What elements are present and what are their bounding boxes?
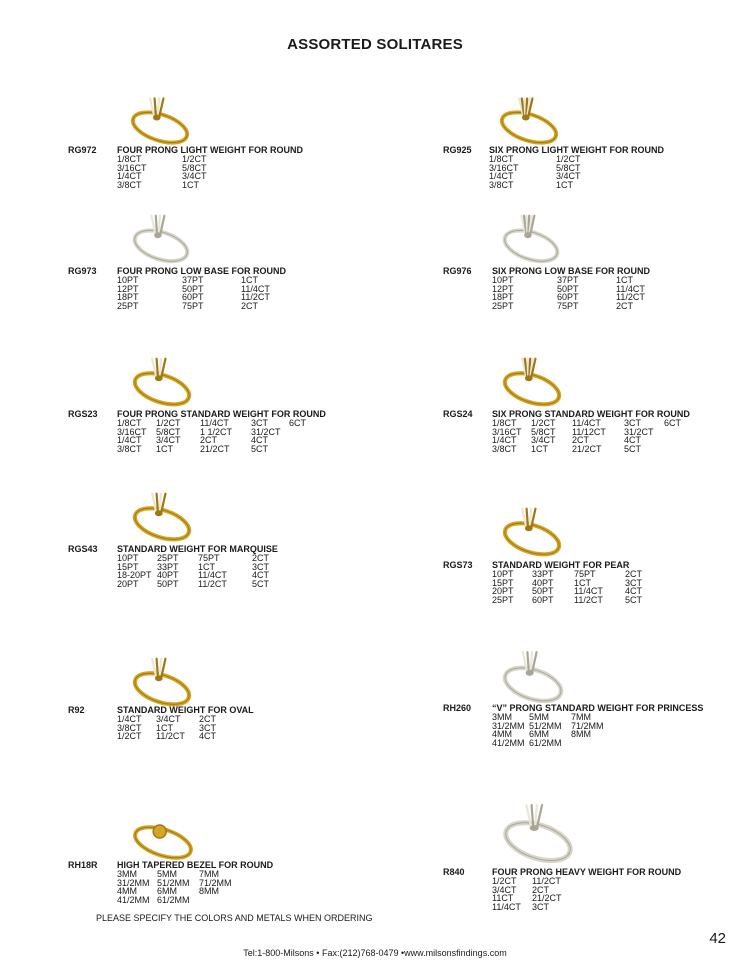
size-cell: 21/2CT [572,443,602,454]
size-cell: 2CT [200,435,218,445]
item-code: RG925 [443,145,472,155]
size-cell: 60PT [182,292,204,302]
size-cell: 11/12CT [572,426,606,437]
size-cell: 75PT [574,569,596,579]
size-cell: 6CT [289,418,307,428]
size-cell: 1CT [556,179,574,190]
size-cell: 5/8CT [156,426,181,437]
item-code: RG976 [443,266,472,276]
size-cell: 3CT [252,561,270,572]
size-cell: 11/2CT [574,594,603,605]
item-code: RH260 [443,703,472,713]
size-cell: 5/8CT [182,162,207,173]
item-description: SIX PRONG LOW BASE FOR ROUND [492,266,651,276]
size-cell: 20PT [117,578,139,589]
ring-photo [497,95,561,145]
size-cell: 75PT [198,553,220,563]
setting-head [530,825,539,831]
setting-head [155,675,163,681]
size-cell: 1/2CT [156,418,181,428]
size-cell: 50PT [532,586,554,596]
size-cell: 11/4CT [198,570,227,580]
size-cell: 3/4CT [182,171,207,181]
size-cell: 15PT [492,577,514,588]
size-cell: 2CT [625,569,643,579]
size-cell: 11/2CT [532,876,561,886]
size-cell: 75PT [557,300,579,311]
size-cell: 2CT [252,553,270,563]
size-cell: 71/2MM [199,877,232,888]
size-cell: 3/8CT [117,722,142,733]
size-cell: 3CT [532,901,550,912]
size-cell: 41/2MM [492,737,525,748]
size-cell: 1/8CT [117,418,142,428]
size-cell: 50PT [182,283,204,294]
size-cell: 3/16CT [489,162,519,173]
size-cell: 3CT [251,418,269,428]
size-cell: 37PT [557,275,579,285]
size-cell: 6CT [664,418,682,428]
size-cell: 3/4CT [156,714,181,724]
size-cell: 33PT [157,561,179,572]
size-cell: 3CT [624,418,642,428]
item-description: FOUR PRONG HEAVY WEIGHT FOR ROUND [492,867,682,877]
size-cell: 1/4CT [117,435,142,445]
size-cell: 5MM [529,712,549,722]
ring-photo [130,355,194,407]
size-cell: 2CT [572,435,590,445]
size-cell: 31/2CT [624,426,654,437]
size-cell: 8MM [199,886,219,896]
item-description: “V” PRONG STANDARD WEIGHT FOR PRINCESS [492,703,704,713]
size-cell: 3/4CT [556,171,581,181]
size-cell: 51/2MM [157,877,190,888]
size-cell: 5CT [625,594,643,605]
size-cell: 1/2CT [182,154,207,164]
item-code: RGS24 [443,409,473,419]
item-description: STANDARD WEIGHT FOR MARQUISE [117,544,278,554]
size-cell: 3CT [625,577,643,588]
item-code: R840 [443,867,465,877]
size-cell: 1/8CT [492,418,517,428]
size-cell: 10PT [117,275,139,285]
size-cell: 4MM [117,886,137,896]
size-cell: 51/2MM [529,720,562,731]
size-cell: 25PT [492,594,514,605]
size-cell: 3/8CT [117,443,142,454]
size-cell: 61/2MM [529,737,562,748]
setting-head [526,670,534,676]
ring-photo [500,212,562,264]
item-description: STANDARD WEIGHT FOR PEAR [492,560,630,570]
ring-photo [500,648,566,704]
size-cell: 11/4CT [492,901,521,912]
size-cell: 3/8CT [489,179,514,190]
size-cell: 11/4CT [616,283,645,294]
size-cell: 12PT [492,283,514,294]
item-description: FOUR PRONG LIGHT WEIGHT FOR ROUND [117,145,303,155]
size-cell: 4CT [251,435,269,445]
size-cell: 1/8CT [489,154,514,164]
item-description: SIX PRONG STANDARD WEIGHT FOR ROUND [492,409,690,419]
size-cell: 1/4CT [492,435,517,445]
size-cell: 61/2MM [157,894,190,905]
item-description: SIX PRONG LIGHT WEIGHT FOR ROUND [489,145,664,155]
size-cell: 11/4CT [574,586,603,596]
setting-head [525,375,533,381]
size-cell: 3/4CT [492,884,517,895]
size-cell: 7MM [571,712,591,722]
size-cell: 20PT [492,586,514,596]
size-cell: 1/8CT [117,154,142,164]
size-cell: 1CT [241,275,259,285]
size-cell: 11/2CT [156,731,185,741]
size-cell: 4CT [625,586,643,596]
size-cell: 1CT [198,561,216,572]
size-cell: 3/16CT [117,162,147,173]
size-cell: 31/2CT [251,426,281,437]
ring-photo [500,505,564,557]
size-cell: 1/2CT [556,154,581,164]
size-cell: 1/4CT [117,171,142,181]
size-cell: 6MM [157,886,177,896]
size-cell: 2CT [199,714,217,724]
size-cell: 1/2CT [117,731,142,741]
item-description: STANDARD WEIGHT FOR OVAL [117,705,254,715]
item-code: RG973 [68,266,97,276]
size-cell: 18PT [492,292,514,302]
size-cell: 2CT [616,300,634,311]
size-cell: 5CT [251,443,269,454]
size-cell: 1CT [156,722,174,733]
size-cell: 40PT [532,577,554,588]
size-cell: 41/2MM [117,894,150,905]
item-description: HIGH TAPERED BEZEL FOR ROUND [117,860,274,870]
size-cell: 50PT [557,283,579,294]
ring-photo [130,655,194,707]
ring-photo [130,212,192,264]
ordering-note: PLEASE SPECIFY THE COLORS AND METALS WHEN ORDERING [96,913,373,923]
size-cell: 25PT [117,300,139,311]
size-cell: 10PT [117,553,139,563]
size-cell: 11CT [492,893,514,903]
item-code: RG972 [68,145,97,155]
bezel-setting [153,825,166,838]
page-number: 42 [709,930,726,947]
size-cell: 11/4CT [241,283,270,294]
item-code: R92 [68,705,85,715]
size-cell: 5MM [157,869,177,879]
size-cell: 6MM [529,729,549,739]
size-cell: 3MM [492,712,512,722]
size-cell: 3/8CT [492,443,517,454]
contact-footer: Tel:1-800-Milsons • Fax:(212)768-0479 •www.milsonsfindings.com [243,948,507,958]
size-cell: 33PT [532,569,554,579]
size-cell: 4CT [199,731,217,741]
page-title: ASSORTED SOLITARES [287,36,463,53]
size-cell: 10PT [492,275,514,285]
item-code: RGS43 [68,544,98,554]
item-description: FOUR PRONG STANDARD WEIGHT FOR ROUND [117,409,326,419]
size-cell: 11/2CT [241,292,270,302]
size-cell: 3MM [117,869,137,879]
size-cell: 7MM [199,869,219,879]
size-cell: 5CT [252,578,270,589]
setting-head [153,115,161,121]
size-cell: 1CT [531,443,549,454]
size-cell: 60PT [532,594,554,605]
size-cell: 3/4CT [531,435,556,445]
size-cell: 3/16CT [117,426,147,437]
size-cell: 2CT [241,300,259,311]
setting-head [155,375,163,381]
ring-photo [500,355,564,407]
size-cell: 3/8CT [117,179,142,190]
size-cell: 11/4CT [572,418,601,428]
size-cell: 2CT [532,884,550,895]
size-cell: 5/8CT [531,426,556,437]
size-cell: 60PT [557,292,579,302]
size-cell: 31/2MM [492,720,525,731]
setting-head [155,510,163,516]
size-cell: 15PT [117,561,139,572]
size-cell: 1CT [156,443,174,454]
setting-head [522,115,530,121]
size-cell: 18PT [117,292,139,302]
size-cell: 1CT [182,179,200,190]
size-cell: 4CT [252,570,270,580]
size-cell: 37PT [182,275,204,285]
ring-photo [500,800,576,864]
setting-head [154,232,161,238]
size-cell: 18-20PT [117,570,152,580]
size-cell: 1 1/2CT [200,426,233,437]
size-cell: 1CT [616,275,634,285]
item-code: RGS73 [443,560,473,570]
size-cell: 1/2CT [531,418,556,428]
ring-photo [130,810,196,860]
size-cell: 8MM [571,729,591,739]
size-cell: 10PT [492,569,514,579]
size-cell: 40PT [157,570,179,580]
setting-head [524,232,531,238]
size-cell: 1/4CT [117,714,142,724]
size-cell: 11/2CT [198,578,227,589]
size-cell: 3CT [199,722,217,733]
size-cell: 4CT [624,435,642,445]
size-cell: 50PT [157,578,179,589]
size-cell: 11/2CT [616,292,645,302]
size-cell: 21/2CT [200,443,230,454]
size-cell: 25PT [492,300,514,311]
size-cell: 4MM [492,729,512,739]
size-cell: 71/2MM [571,720,604,731]
item-description: FOUR PRONG LOW BASE FOR ROUND [117,266,286,276]
item-code: RGS23 [68,409,98,419]
size-cell: 5CT [624,443,642,454]
size-cell: 25PT [157,553,179,563]
setting-head [525,525,533,531]
size-cell: 5/8CT [556,162,581,173]
size-cell: 75PT [182,300,204,311]
size-cell: 1/2CT [492,876,517,886]
size-cell: 21/2CT [532,893,562,903]
size-cell: 1CT [574,577,592,588]
size-cell: 12PT [117,283,139,294]
size-cell: 3/16CT [492,426,522,437]
item-code: RH18R [68,860,98,870]
size-cell: 1/4CT [489,171,514,181]
ring-photo [128,95,192,145]
size-cell: 3/4CT [156,435,181,445]
size-cell: 31/2MM [117,877,150,888]
size-cell: 11/4CT [200,418,229,428]
ring-photo [130,490,194,542]
